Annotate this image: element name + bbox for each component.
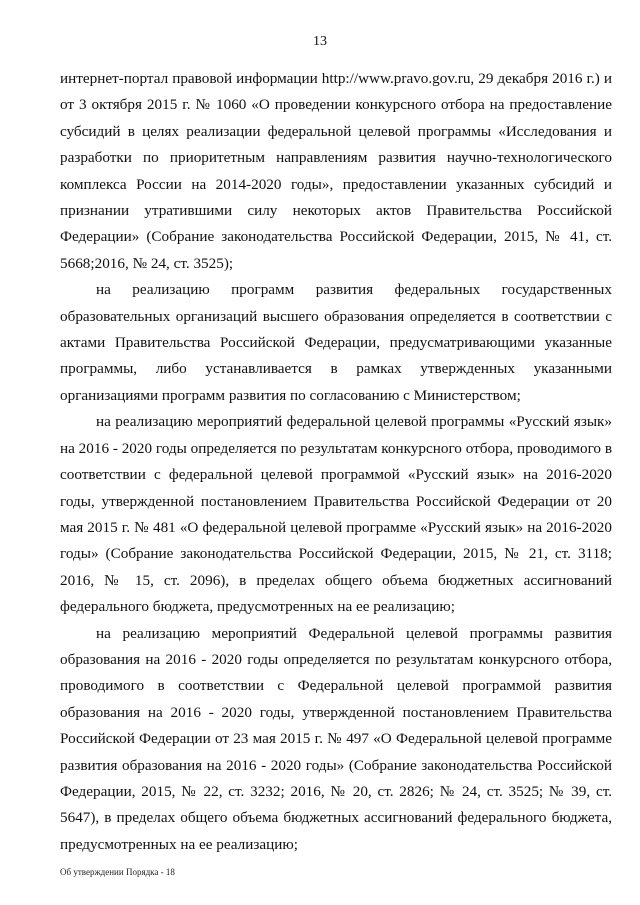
paragraph-russian-language-program: на реализацию мероприятий федеральной целевой программы «Русский язык» на 2016 - 2020 годы определяется по результатам конкурсного отбора, проводимого в соответствии с федеральной целевой программой «Русский язык» на 2016-2020 годы, утвержденной постановлением Правительства Российской Федерации от 20 мая 2015 г. № 481 «О федеральной целевой программе «Русский язык» на 2016-2020 годы» (Собрание законодательства Российской Федерации, 2015, № 21, ст. 3118; 2016, № 15, ст. 2096), в пределах общего объема бюджетных ассигнований федерального бюджета, предусмотренных на ее реализацию; — [60, 413, 612, 616]
footer-note: Об утверждении Порядка - 18 — [60, 867, 175, 877]
paragraph-education-development-program: на реализацию мероприятий Федеральной целевой программы развития образования на 2016 - 2020 годы определяется по результатам конкурсного отбора, проводимого в соответствии с Федеральной целевой программой развития образования на 2016 - 2020 годы, утвержденной постановлением Правительства Российской Федерации от 23 мая 2015 г. № 497 «О Федеральной целевой программе развития образования на 2016 - 2020 годы» (Собрание законодательства Российской Федерации, 2015, № 22, ст. 3232; 2016, № 20, ст. 2826; № 24, ст. 3525; № 39, ст. 5647), в пределах общего объема бюджетных ассигнований федерального бюджета, предусмотренных на ее реализацию; — [60, 624, 612, 853]
paragraph-continuation: интернет-портал правовой информации http://www.pravo.gov.ru, 29 декабря 2016 г.) и от 3 октября 2015 г. № 1060 «О проведении конкурсного отбора на предоставление субсидий в целях реализации федеральной целевой программы «Исследования и разработки по приоритетным направлениям развития научно-технологического комплекса России на 2014-2020 годы», предоставлении указанных субсидий и признании утратившими силу некоторых актов Правительства Российской Федерации» (Собрание законодательства Российской Федерации, 2015, № 41, ст. 5668;2016, № 24, ст. 3525); — [60, 70, 612, 272]
page-number: 13 — [313, 34, 327, 49]
paragraph-development-programs: на реализацию программ развития федеральных государственных образовательных организаций высшего образования определяется в соответствии с актами Правительства Российской Федерации, предусматривающими указанные программы, либо устанавливается в рамках утвержденных указанными организациями программ развития по согласованию с Министерством; — [60, 281, 612, 404]
document-body — [60, 66, 612, 858]
